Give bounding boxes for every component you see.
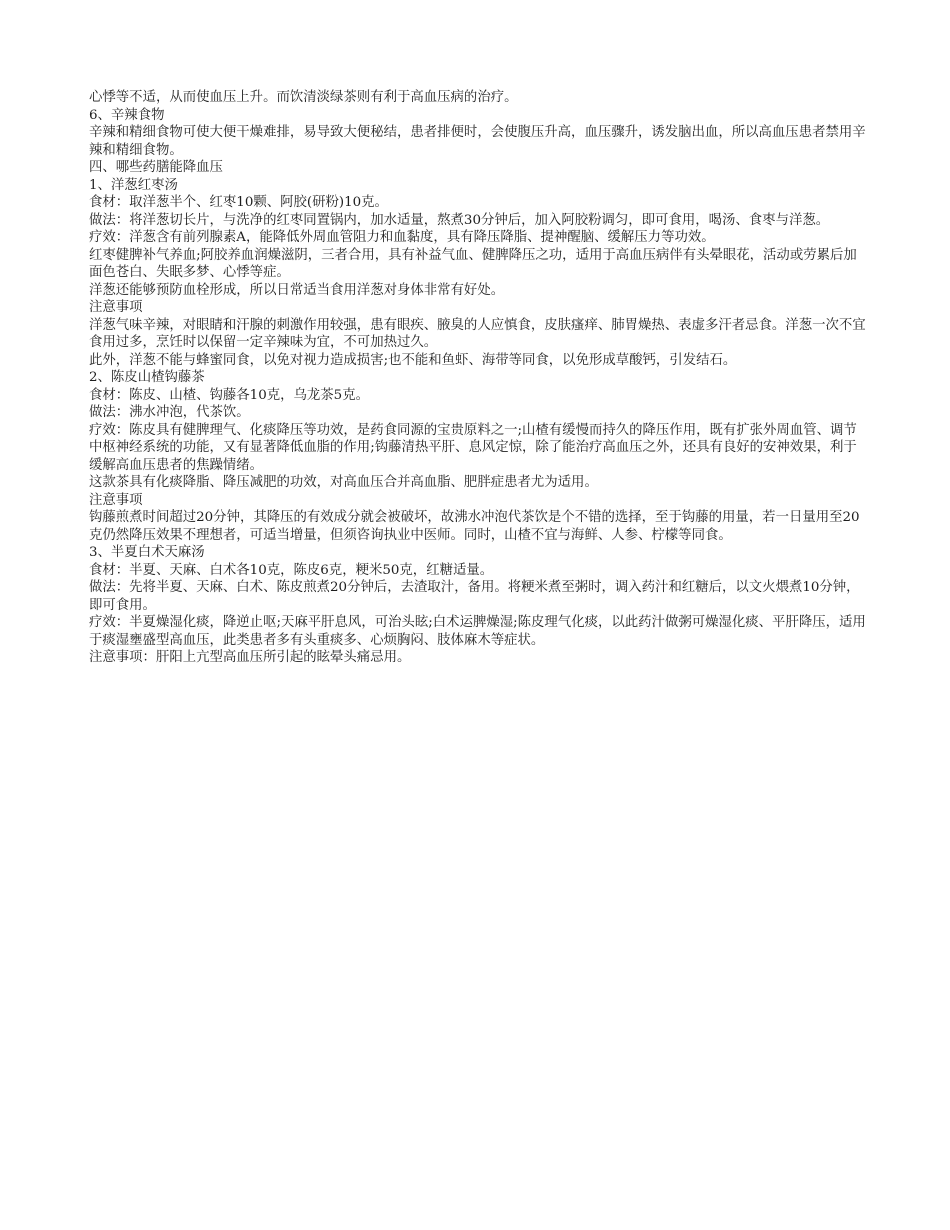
paragraph: 1、洋葱红枣汤	[89, 177, 178, 193]
paragraph: 做法：将洋葱切长片，与洗净的红枣同置锅内，加水适量，熬煮30分钟后，加入阿胶粉调匀，即可食用，喝汤、食枣与洋葱。	[89, 212, 830, 228]
paragraph: 洋葱还能够预防血栓形成，所以日常适当食用洋葱对身体非常有好处。	[89, 282, 505, 298]
paragraph: 3、半夏白术天麻汤	[89, 545, 205, 560]
paragraph: 辛辣和精细食物可使大便干燥难排，易导致大便秘结，患者排便时，会使腹压升高，血压骤升，诱发脑出血，所以高血压患者禁用辛辣和精细食物。	[89, 125, 866, 158]
paragraph: 注意事项：肝阳上亢型高血压所引起的眩晕头痛忌用。	[89, 650, 411, 665]
paragraph: 做法：先将半夏、天麻、白术、陈皮煎煮20分钟后，去渣取汁，备用。将粳米煮至粥时，调入药汁和红糖后，以文火煨煮10分钟，即可食用。	[89, 580, 860, 613]
paragraph: 食材：取洋葱半个、红枣10颗、阿胶(研粉)10克。	[89, 195, 388, 210]
paragraph: 心悸等不适，从而使血压上升。而饮清淡绿茶则有利于高血压病的治疗。	[89, 90, 518, 105]
document-body	[89, 89, 869, 667]
paragraph: 注意事项	[89, 300, 143, 315]
paragraph: 红枣健脾补气养血;阿胶养血润燥滋阴，三者合用，具有补益气血、健脾降压之功，适用于高血压病伴有头晕眼花，活动或劳累后加面色苍白、失眠多梦、心悸等症。	[89, 247, 857, 280]
paragraph: 此外，洋葱不能与蜂蜜同食，以免对视力造成损害;也不能和鱼虾、海带等同食，以免形成草酸钙，引发结石。	[89, 352, 737, 368]
paragraph: 做法：沸水冲泡，代茶饮。	[89, 405, 250, 420]
paragraph: 洋葱气味辛辣，对眼睛和汗腺的刺激作用较强，患有眼疾、腋臭的人应慎食，皮肤瘙痒、肺胃燥热、表虚多汗者忌食。洋葱一次不宜食用过多，烹饪时以保留一定辛辣味为宜，不可加热过久。	[89, 317, 866, 350]
paragraph: 疗效：陈皮具有健脾理气、化痰降压等功效，是药食同源的宝贵原料之一;山楂有缓慢而持久的降压作用，既有扩张外周血管、调节中枢神经系统的功能，又有显著降低血脂的作用;钩藤清热平肝、息风定惊，除了能治疗高血压之外，还具有良好的安神效果，利于缓解高血压患者的焦躁情绪。	[89, 422, 857, 473]
paragraph: 6、辛辣食物	[89, 107, 165, 123]
paragraph: 食材：陈皮、山楂、钩藤各10克，乌龙茶5克。	[89, 387, 369, 403]
paragraph: 食材：半夏、天麻、白术各10克，陈皮6克，粳米50克，红糖适量。	[89, 562, 494, 578]
paragraph: 钩藤煎煮时间超过20分钟，其降压的有效成分就会被破坏，故沸水冲泡代茶饮是个不错的选择，至于钩藤的用量，若一日量用至20克仍然降压效果不理想者，可适当增量，但须咨询执业中医师。同时，山楂不宜与海鲜、人参、柠檬等同食。	[89, 510, 860, 543]
paragraph: 这款茶具有化痰降脂、降压减肥的功效，对高血压合并高血脂、肥胖症患者尤为适用。	[89, 475, 598, 490]
paragraph: 2、陈皮山楂钩藤茶	[89, 370, 205, 385]
paragraph: 疗效：半夏燥湿化痰，降逆止呕;天麻平肝息风，可治头眩;白术运脾燥湿;陈皮理气化痰，以此药汁做粥可燥湿化痰、平肝降压，适用于痰湿壅盛型高血压，此类患者多有头重痰多、心烦胸闷、肢体麻木等症状。	[89, 615, 866, 648]
paragraph: 疗效：洋葱含有前列腺素A，能降低外周血管阻力和血黏度，具有降压降脂、提神醒脑、缓解压力等功效。	[89, 230, 715, 245]
paragraph: 注意事项	[89, 492, 143, 508]
paragraph: 四、哪些药膳能降血压	[89, 160, 223, 175]
